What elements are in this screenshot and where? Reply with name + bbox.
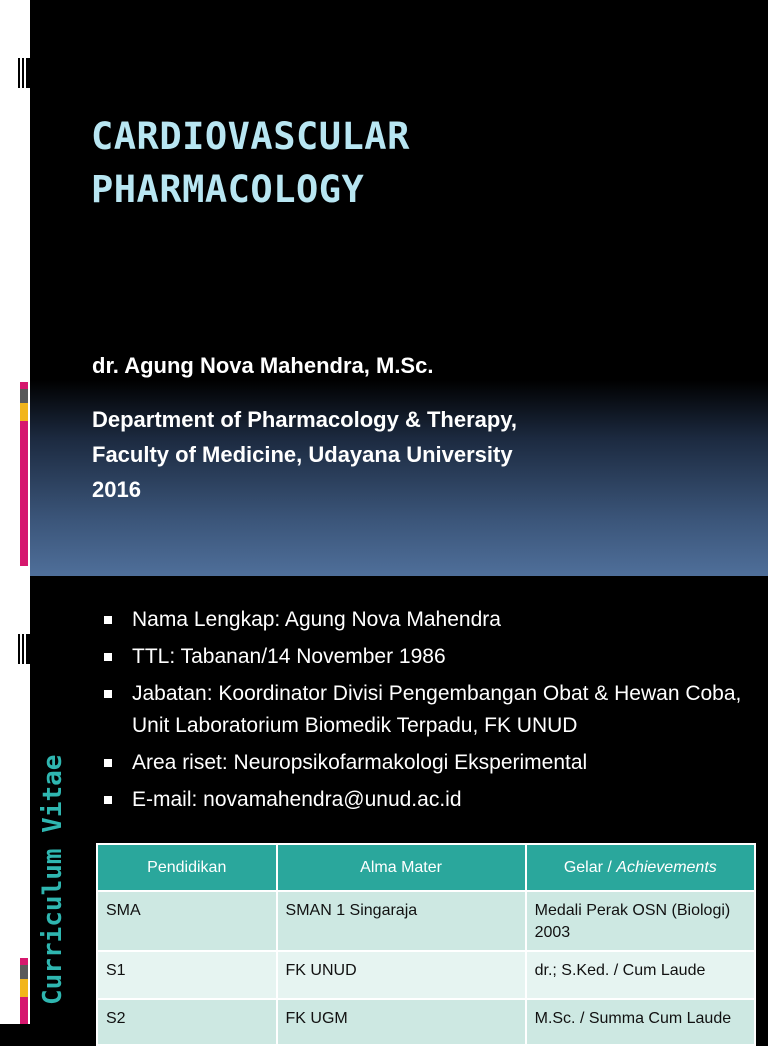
table-cell: SMAN 1 Singaraja: [277, 891, 526, 951]
department: Department of Pharmacology & Therapy,: [92, 407, 518, 432]
year: 2016: [92, 477, 141, 502]
accent-stripe-magenta-2: [20, 997, 28, 1024]
header-education: Pendidikan: [97, 844, 277, 891]
bullet-email: E-mail: novamahendra@unud.ac.id: [102, 784, 762, 816]
education-table: [96, 843, 756, 1046]
table-cell: FK UGM: [277, 999, 526, 1045]
table-row: [97, 891, 755, 951]
curriculum-vitae-label: Curriculum Vitae: [38, 754, 68, 1005]
presentation-title: [91, 110, 410, 216]
title-line-2: PHARMACOLOGY: [91, 168, 365, 211]
table-cell: SMA: [97, 891, 277, 951]
header-alma-mater: Alma Mater: [277, 844, 526, 891]
table-cell: FK UNUD: [277, 951, 526, 999]
table-row: [97, 999, 755, 1045]
faculty: Faculty of Medicine, Udayana University: [92, 442, 513, 467]
bullet-research-area: Area riset: Neuropsikofarmakologi Eksperimental: [102, 747, 762, 779]
title-line-1: CARDIOVASCULAR: [91, 115, 410, 158]
bullet-full-name: Nama Lengkap: Agung Nova Mahendra: [102, 604, 762, 636]
table-header-row: [97, 844, 755, 891]
accent-stripe-yellow-2: [20, 979, 28, 997]
header-degree: Gelar / Achievements: [526, 844, 755, 891]
bullet-square-icon: [104, 759, 112, 767]
bullet-square-icon: [104, 616, 112, 624]
cv-bullet-list: [102, 604, 762, 821]
corner-marker: [18, 58, 30, 88]
table-cell: S1: [97, 951, 277, 999]
presenter-block: [92, 348, 517, 507]
accent-stripe-magenta-top-2: [20, 958, 28, 965]
table-row: [97, 951, 755, 999]
accent-stripe-gray-2: [20, 965, 28, 979]
bullet-birth: TTL: Tabanan/14 November 1986: [102, 641, 762, 673]
accent-stripe-magenta: [20, 421, 28, 566]
corner-marker-2: [18, 634, 30, 664]
accent-stripe-gray: [20, 389, 28, 403]
table-cell: Medali Perak OSN (Biologi) 2003: [526, 891, 755, 951]
table-cell: S2: [97, 999, 277, 1045]
accent-stripe-magenta-top: [20, 382, 28, 389]
bullet-position: Jabatan: Koordinator Divisi Pengembangan Obat & Hewan Coba, Unit Laboratorium Biomedik Terpadu, FK UNUD: [102, 678, 762, 742]
author-name: dr. Agung Nova Mahendra, M.Sc.: [92, 353, 434, 378]
bullet-square-icon: [104, 796, 112, 804]
table-cell: M.Sc. / Summa Cum Laude: [526, 999, 755, 1045]
table-cell: dr.; S.Ked. / Cum Laude: [526, 951, 755, 999]
bullet-square-icon: [104, 653, 112, 661]
accent-stripe-yellow: [20, 403, 28, 421]
bullet-square-icon: [104, 690, 112, 698]
